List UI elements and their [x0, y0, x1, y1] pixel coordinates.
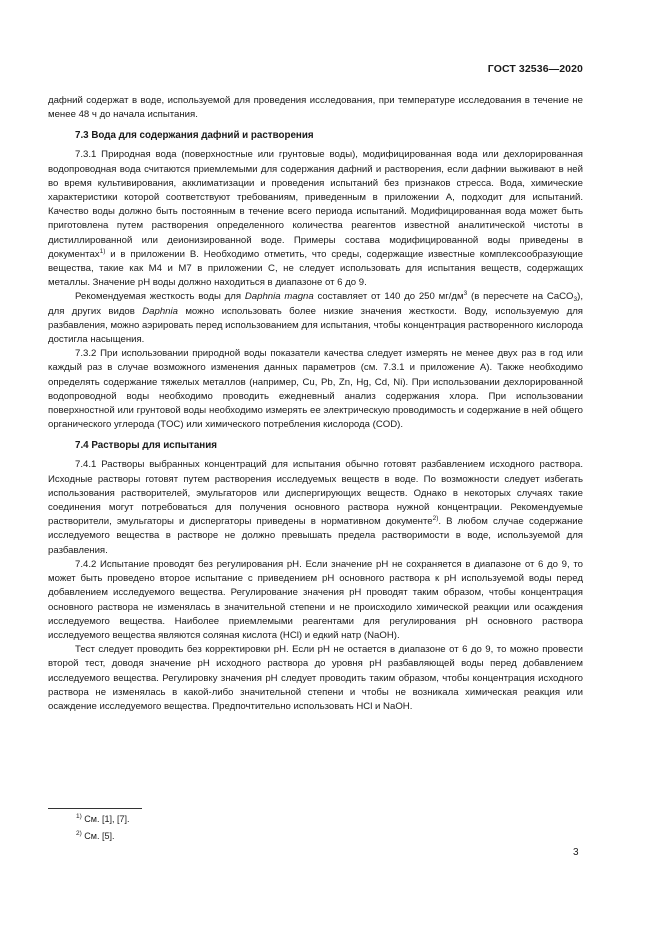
- footnote-2: $^{2)}$ См. [5].: [76, 830, 115, 841]
- paragraph-7-3-1: 7.3.1 Природная вода (поверхностные или грунтовые воды), модифицированная вода или дехлорированная водопроводная вода считаются приемлемыми для содержания дафний и растворения, если дафнии выживают в ней во время культивирования, акклиматизации и проведения испытаний без признаков стресса. Вода, химические характеристики которой соответствуют требованиям, приведенным в приложении А, подходит для испытаний. Качество воды должно быть постоянным в течение всего периода испытаний. Модифицированная вода может быть приготовлена путем растворения определенного количества реагентов известной аналитической чистоты в дистиллированной или деионизированной воде. Примеры состава модифицированной воды приведены в документах$^{1)}$ и в приложении В. Необходимо отметить, что среды, содержащие известные комплексообразующие вещества, такие как М4 и М7 в приложении С, не следует использовать для испытания веществ, содержащих металлы. Значение pH воды должно находиться в диапазоне от 6 до 9.: [48, 149, 583, 289]
- footnote-1: $^{1)}$ См. [1], [7].: [76, 813, 130, 824]
- intro-paragraph: дафний содержат в воде, используемой для проведения исследования, при температуре исследования в течение не менее 48 ч до начала испытания.: [48, 95, 583, 121]
- paragraph-ph-test: Тест следует проводить без корректировки pH. Если pH не остается в диапазоне от 6 до 9, то можно провести второй тест, доводя значение pH исходного раствора до уровня pH разбавляющей воды перед добавлением исследуемого вещества. Регулировку значения pH следует проводить таким образом, чтобы концентрация исходного раствора не изменялась в какой-либо значительной степени и чтобы не возникала химическая реакция или осаждение исследуемого вещества. Предпочтительно использовать HCl и NaOH.: [48, 644, 583, 712]
- section-7-4-heading: 7.4 Растворы для испытания: [75, 440, 217, 452]
- page-number: 3: [573, 847, 579, 858]
- footnote-divider: [48, 808, 142, 809]
- paragraph-7-4-2: 7.4.2 Испытание проводят без регулирования pH. Если значение pH не сохраняется в диапазоне от 6 до 9, то может быть проведено второе испытание с приведением pH основного раствора к pH используемой воды перед добавлением исследуемого вещества. Регулирование значения pH проводят таким образом, чтобы концентрация основного раствора не изменялась в значительной степени и не происходило химической реакции или осаждения исследуемого вещества. Наиболее приемлемыми реагентами для регулирования pH основного раствора исследуемого вещества являются соляная кислота (HCl) и едкий натр (NaOH).: [48, 558, 583, 641]
- footnote-ref-1: 1): [99, 247, 106, 255]
- paragraph-hardness: Рекомендуемая жесткость воды для Daphnia magna составляет от 140 до 250 $мг/дм^3$ (в пересчете на CaCO$_3$), для других видов Daphnia можно использовать более низкие значения жесткости. Воду, используемую для разбавления, можно аэрировать перед использованием для испытания, чтобы концентрация растворенного кислорода достигла насыщения.: [48, 290, 584, 346]
- section-7-3-heading: 7.3 Вода для содержания дафний и растворения: [75, 130, 314, 142]
- standard-number: ГОСТ 32536—2020: [487, 63, 583, 75]
- paragraph-7-4-1: 7.4.1 Растворы выбранных концентраций для испытания обычно готовят разбавлением исходного раствора. Исходные растворы готовят путем растворения исследуемых веществ в воде. По возможности следует избегать использования растворителей, эмульгаторов или диспергирующих веществ. Однако в некоторых случаях такие соединения могут потребоваться для получения основного раствора нужной концентрации. Рекомендуемые растворители, эмульгаторы и диспергаторы приведены в нормативном документе$^{2)}$. В любом случае содержание исследуемого вещества в растворе не должно превышать предела растворимости в воде, используемой для разбавления.: [48, 459, 583, 556]
- footnote-ref-2: 2): [432, 515, 439, 523]
- species-name: Daphnia: [142, 305, 178, 317]
- document-body: [48, 94, 583, 714]
- paragraph-7-3-2: 7.3.2 При использовании природной воды показатели качества следует измерять не менее двух раз в год или каждый раз в случае возможного изменения данных параметров (см. 7.3.1 и приложение А). Также необходимо определять содержание тяжелых металлов (например, Cu, Pb, Zn, Hg, Cd, Ni). При использовании дехлорированной водопроводной воды необходимо проводить ежедневный анализ содержания хлора. При использовании поверхностной или грунтовой воды необходимо измерять ее электрическую проводимость и содержание в ней общего органического углерода (TOC) или химического потребления кислорода (COD).: [48, 348, 583, 431]
- species-name: Daphnia magna: [244, 291, 314, 303]
